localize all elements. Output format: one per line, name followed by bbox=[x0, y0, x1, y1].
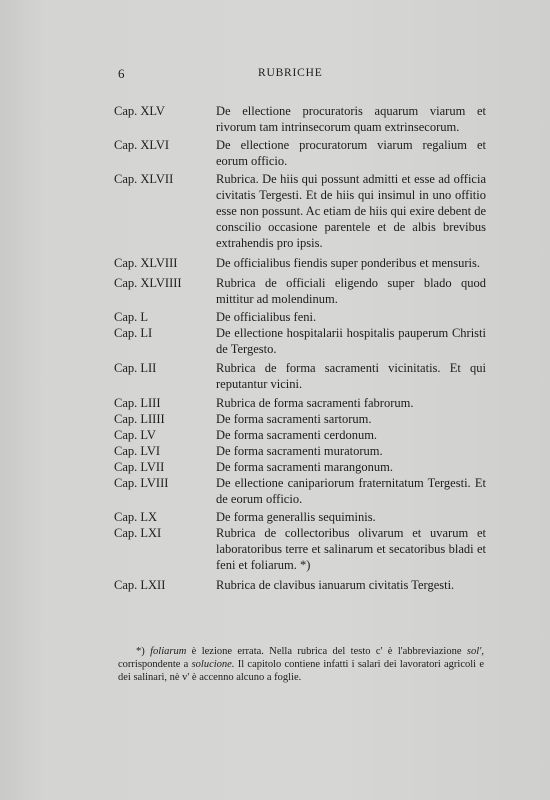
rubric-text: De ellectione canipariorum fraternitatum Tergesti. Et de eorum officio. bbox=[216, 476, 486, 506]
rubric-text: Rubrica de collectoribus olivarum et uvarum et laboratoribus terre et salinarum et secatoribus bladi et feni et foliarum. *) bbox=[216, 526, 486, 572]
rubric-entry bbox=[114, 171, 486, 251]
page-header bbox=[118, 66, 483, 86]
rubric-text: De forma sacramenti sartorum. bbox=[216, 412, 372, 426]
rubric-entry bbox=[114, 103, 486, 135]
chapter-label: Cap. LIII bbox=[114, 396, 161, 410]
chapter-label: Cap. XLVI bbox=[114, 138, 170, 152]
rubric-text: De forma sacramenti muratorum. bbox=[216, 444, 383, 458]
chapter-label: Cap. LVIII bbox=[114, 476, 169, 490]
chapter-label: Cap. LIIII bbox=[114, 412, 165, 426]
footnote-text: Il capitolo contiene infatti i salari dei lavoratori agricoli e dei salinari, nè v' è accenno alcuno a foglie. bbox=[118, 658, 485, 683]
rubric-entry bbox=[114, 459, 486, 475]
rubric-text: De forma sacramenti marangonum. bbox=[216, 460, 394, 474]
rubric-entry bbox=[114, 255, 486, 271]
rubric-entry bbox=[114, 577, 486, 593]
rubric-entry bbox=[114, 309, 486, 325]
rubric-entry bbox=[114, 443, 486, 459]
rubric-text: De officialibus fiendis super ponderibus et mensuris. bbox=[216, 256, 480, 270]
rubric-entry bbox=[114, 411, 486, 427]
rubric-list bbox=[114, 103, 486, 593]
chapter-label: Cap. LVII bbox=[114, 460, 165, 474]
chapter-label: Cap. LI bbox=[114, 326, 153, 340]
running-title: RUBRICHE bbox=[258, 67, 323, 79]
rubric-text: Rubrica de officiali eligendo super blado quod mittitur ad molendinum. bbox=[216, 276, 486, 306]
rubric-entry bbox=[114, 475, 486, 507]
rubric-text: De forma generallis sequiminis. bbox=[216, 510, 376, 524]
footnote-term: foliarum bbox=[150, 645, 187, 657]
rubric-text: De forma sacramenti cerdonum. bbox=[216, 428, 378, 442]
chapter-label: Cap. XLVIII bbox=[114, 256, 178, 270]
rubric-entry bbox=[114, 395, 486, 411]
chapter-label: Cap. LV bbox=[114, 428, 156, 442]
page-number: 6 bbox=[118, 66, 125, 81]
rubric-entry bbox=[114, 360, 486, 392]
rubric-entry bbox=[114, 325, 486, 357]
rubric-entry bbox=[114, 275, 486, 307]
footnote-text: è lezione errata. Nella rubrica del testo c' è l'abbreviazione bbox=[191, 645, 462, 657]
rubric-entry bbox=[114, 137, 486, 169]
chapter-label: Cap. XLV bbox=[114, 104, 165, 118]
rubric-text: De ellectione procuratorum viarum regalium et eorum officio. bbox=[216, 138, 486, 168]
chapter-label: Cap. LVI bbox=[114, 444, 161, 458]
rubric-text: De ellectione hospitalarii hospitalis pauperum Christi de Tergesto. bbox=[216, 326, 486, 356]
footnote-marker: *) bbox=[136, 645, 145, 657]
rubric-text: Rubrica de forma sacramenti vicinitatis. Et qui reputantur vicini. bbox=[216, 361, 486, 391]
rubric-text: De ellectione procuratoris aquarum viarum et rivorum tam intrinsecorum quam extrinsecorum. bbox=[216, 104, 486, 134]
chapter-label: Cap. LII bbox=[114, 361, 157, 375]
rubric-entry bbox=[114, 525, 486, 573]
chapter-label: Cap. LXI bbox=[114, 526, 162, 540]
chapter-label: Cap. LXII bbox=[114, 578, 166, 592]
rubric-text: De officialibus feni. bbox=[216, 310, 317, 324]
rubric-text: Rubrica de clavibus ianuarum civitatis Tergesti. bbox=[216, 578, 455, 592]
chapter-label: Cap. XLVII bbox=[114, 172, 174, 186]
chapter-label: Cap. L bbox=[114, 310, 149, 324]
footnote-text: corrispondente a bbox=[118, 658, 189, 670]
chapter-label: Cap. LX bbox=[114, 510, 158, 524]
footnote bbox=[118, 645, 484, 684]
rubric-entry bbox=[114, 427, 486, 443]
footnote-abbreviation: sol', bbox=[466, 645, 485, 657]
rubric-text: Rubrica. De hiis qui possunt admitti et esse ad officia civitatis Tergesti. Et de hiis qui insimul in uno offitio esse non possunt. Ac etiam de hiis qui exire debent de conscilio occasione parentele et de albis brevibus extrahendis pro ipsis. bbox=[216, 172, 486, 250]
chapter-label: Cap. XLVIIII bbox=[114, 276, 182, 290]
rubric-entry bbox=[114, 509, 486, 525]
rubric-text: Rubrica de forma sacramenti fabrorum. bbox=[216, 396, 414, 410]
footnote-correct-term: solucione. bbox=[191, 658, 235, 670]
